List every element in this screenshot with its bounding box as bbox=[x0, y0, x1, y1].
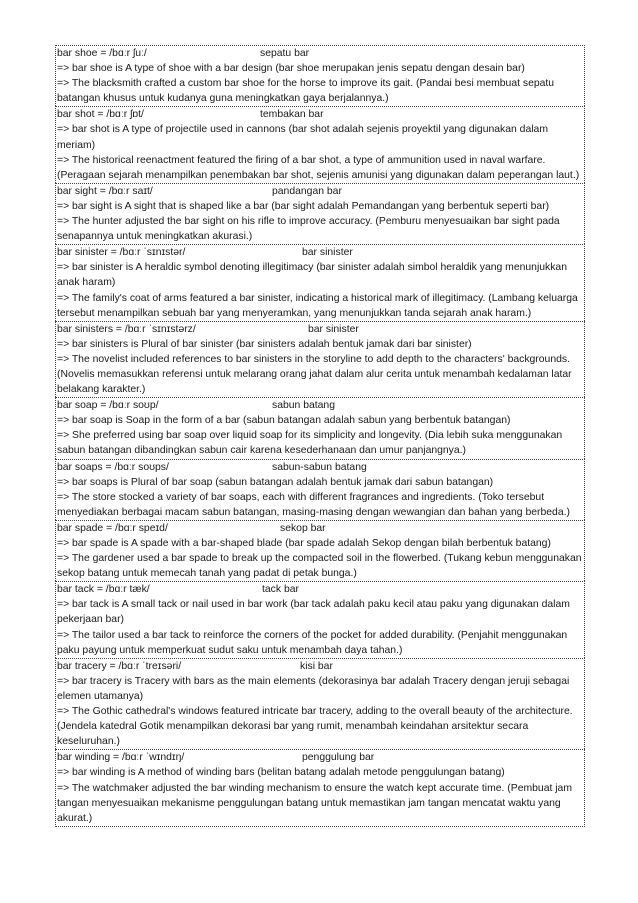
example-line: => The store stocked a variety of bar soaps, each with different fragrances and ingredients. (Toko tersebut menyediakan berbagai macam sabun batangan, masing-masing dengan wewangian dan bahan yang berbeda.) bbox=[57, 491, 570, 518]
term-translation: bar sinister bbox=[302, 247, 353, 259]
term-translation: tembakan bar bbox=[260, 109, 324, 121]
term-translation: sepatu bar bbox=[260, 48, 310, 59]
vocabulary-entry bbox=[55, 321, 585, 397]
term-translation: sekop bar bbox=[280, 522, 326, 534]
term-pronunciation: bar shot = /bɑːr ʃɒt/ bbox=[57, 109, 144, 121]
term-translation: sabun batang bbox=[272, 400, 335, 412]
vocabulary-entry bbox=[55, 106, 585, 182]
example-line: => The family's coat of arms featured a bar sinister, indicating a historical mark of illegitimacy. (Lambang keluarga tersebut menampilkan sebuah bar yang menyeramkan, yang menunjukkan tanda sejarah anak haram.) bbox=[57, 292, 578, 319]
definition-line: => bar sinister is A heraldic symbol denoting illegitimacy (bar sinister adalah simbol heraldik yang menunjukkan anak haram) bbox=[57, 262, 567, 289]
vocabulary-entry bbox=[55, 520, 585, 581]
vocabulary-entry bbox=[55, 45, 585, 106]
definition-line: => bar shoe is A type of shoe with a bar design (bar shoe merupakan jenis sepatu dengan desain bar) bbox=[57, 63, 525, 75]
definition-line: => bar soap is Soap in the form of a bar (sabun batangan adalah sabun yang berbentuk batangan) bbox=[57, 415, 511, 427]
term-translation: sabun-sabun batang bbox=[272, 461, 367, 473]
vocabulary-entry bbox=[55, 397, 585, 458]
term-translation: pandangan bar bbox=[272, 185, 342, 197]
example-line: => The watchmaker adjusted the bar winding mechanism to ensure the watch kept accurate time. (Pembuat jam tangan menyesuaikan mekanisme penggulungan batang untuk memastikan jam tangan mencatat waktu yang akurat.) bbox=[57, 782, 572, 824]
example-line: => The Gothic cathedral's windows featured intricate bar tracery, adding to the overall beauty of the architecture. (Jendela katedral Gotik menampilkan dekorasi bar yang rumit, menambah keindahan arsitektur secara keseluruhan.) bbox=[57, 706, 573, 748]
vocabulary-entry bbox=[55, 183, 585, 244]
term-pronunciation: bar spade = /bɑːr speɪd/ bbox=[57, 522, 168, 534]
definition-line: => bar tack is A small tack or nail used in bar work (bar tack adalah paku kecil atau paku yang digunakan dalam pekerjaan bar) bbox=[57, 599, 570, 626]
term-pronunciation: bar tracery = /bɑːr ˈtreɪsəri/ bbox=[57, 660, 182, 672]
example-line: => The blacksmith crafted a custom bar shoe for the horse to improve its gait. (Pandai besi membuat sepatu batangan khusus untuk kudanya guna meningkatkan gaya berjalannya.) bbox=[57, 78, 555, 105]
vocabulary-entry bbox=[55, 749, 585, 826]
entry-heading bbox=[57, 460, 583, 475]
term-translation: bar sinister bbox=[308, 323, 359, 335]
entry-heading bbox=[57, 184, 583, 199]
entry-heading bbox=[57, 582, 583, 597]
term-pronunciation: bar tack = /bɑːr tæk/ bbox=[57, 584, 150, 596]
example-line: => The hunter adjusted the bar sight on his rifle to improve accuracy. (Pemburu menyesuaikan bar sight pada senapannya untuk meningkatkan akurasi.) bbox=[57, 216, 560, 243]
vocabulary-entry bbox=[55, 658, 585, 750]
example-line: => The historical reenactment featured the firing of a bar shot, a type of ammunition used in naval warfare. (Peragaan sejarah menampilkan penembakan bar shot, sejenis amunisi yang digunakan dalam peperangan laut.) bbox=[57, 154, 580, 181]
definition-line: => bar winding is A method of winding bars (belitan batang adalah metode penggulungan batang) bbox=[57, 767, 505, 779]
example-line: => The tailor used a bar tack to reinforce the corners of the pocket for added durability. (Penjahit menggunakan paku payung untuk memperkuat sudut saku untuk menambah daya tahan.) bbox=[57, 629, 568, 656]
definition-line: => bar sight is A sight that is shaped like a bar (bar sight adalah Pemandangan yang berbentuk seperti bar) bbox=[57, 200, 550, 212]
vocabulary-entry bbox=[55, 459, 585, 520]
definition-line: => bar soaps is Plural of bar soap (sabun batangan adalah bentuk jamak dari sabun batangan) bbox=[57, 476, 494, 488]
vocabulary-list bbox=[55, 45, 585, 827]
vocabulary-entry bbox=[55, 244, 585, 320]
term-pronunciation: bar shoe = /bɑːr ʃuː/ bbox=[57, 48, 147, 59]
term-translation: kisi bar bbox=[300, 660, 333, 672]
entry-heading bbox=[57, 322, 583, 337]
definition-line: => bar spade is A spade with a bar-shaped blade (bar spade adalah Sekop dengan bilah berbentuk batang) bbox=[57, 538, 551, 549]
term-pronunciation: bar winding = /bɑːr ˈwɪndɪŋ/ bbox=[57, 752, 185, 764]
entry-heading bbox=[57, 521, 583, 536]
definition-line: => bar sinisters is Plural of bar sinister (bar sinisters adalah bentuk jamak dari bar sinister) bbox=[57, 338, 472, 350]
example-line: => The gardener used a bar spade to break up the compacted soil in the flowerbed. (Tukang kebun menggunakan sekop batang untuk memecah tanah yang padat di petak bunga.) bbox=[57, 553, 582, 580]
term-pronunciation: bar soaps = /bɑːr soʊps/ bbox=[57, 461, 169, 473]
vocabulary-entry bbox=[55, 581, 585, 657]
example-line: => She preferred using bar soap over liquid soap for its simplicity and longevity. (Dia lebih suka menggunakan sabun batangan dibandingkan sabun cair karena kesederhanaan dan umur panjangnya.) bbox=[57, 430, 563, 457]
example-line: => The novelist included references to bar sinisters in the storyline to add depth to the characters' backgrounds. (Novelis memasukkan referensi untuk melarang orang jahat dalam alur cerita untuk menambah kedalaman latar belakang karakter.) bbox=[57, 353, 572, 396]
term-pronunciation: bar sight = /bɑːr saɪt/ bbox=[57, 185, 153, 197]
term-translation: tack bar bbox=[262, 584, 299, 596]
term-translation: penggulung bar bbox=[302, 752, 375, 764]
entry-heading bbox=[57, 245, 583, 260]
entry-heading bbox=[57, 46, 583, 61]
term-pronunciation: bar soap = /bɑːr soʊp/ bbox=[57, 400, 159, 412]
term-pronunciation: bar sinister = /bɑːr ˈsɪnɪstər/ bbox=[57, 247, 186, 259]
term-pronunciation: bar sinisters = /bɑːr ˈsɪnɪstərz/ bbox=[57, 323, 196, 335]
definition-line: => bar tracery is Tracery with bars as the main elements (dekorasinya bar adalah Tracery dengan jeruji sebagai elemen utamanya) bbox=[57, 675, 570, 702]
entry-heading bbox=[57, 659, 583, 674]
entry-heading bbox=[57, 750, 583, 765]
entry-heading bbox=[57, 107, 583, 122]
entry-heading bbox=[57, 398, 583, 413]
definition-line: => bar shot is A type of projectile used in cannons (bar shot adalah sejenis proyektil yang digunakan dalam meriam) bbox=[57, 124, 548, 151]
